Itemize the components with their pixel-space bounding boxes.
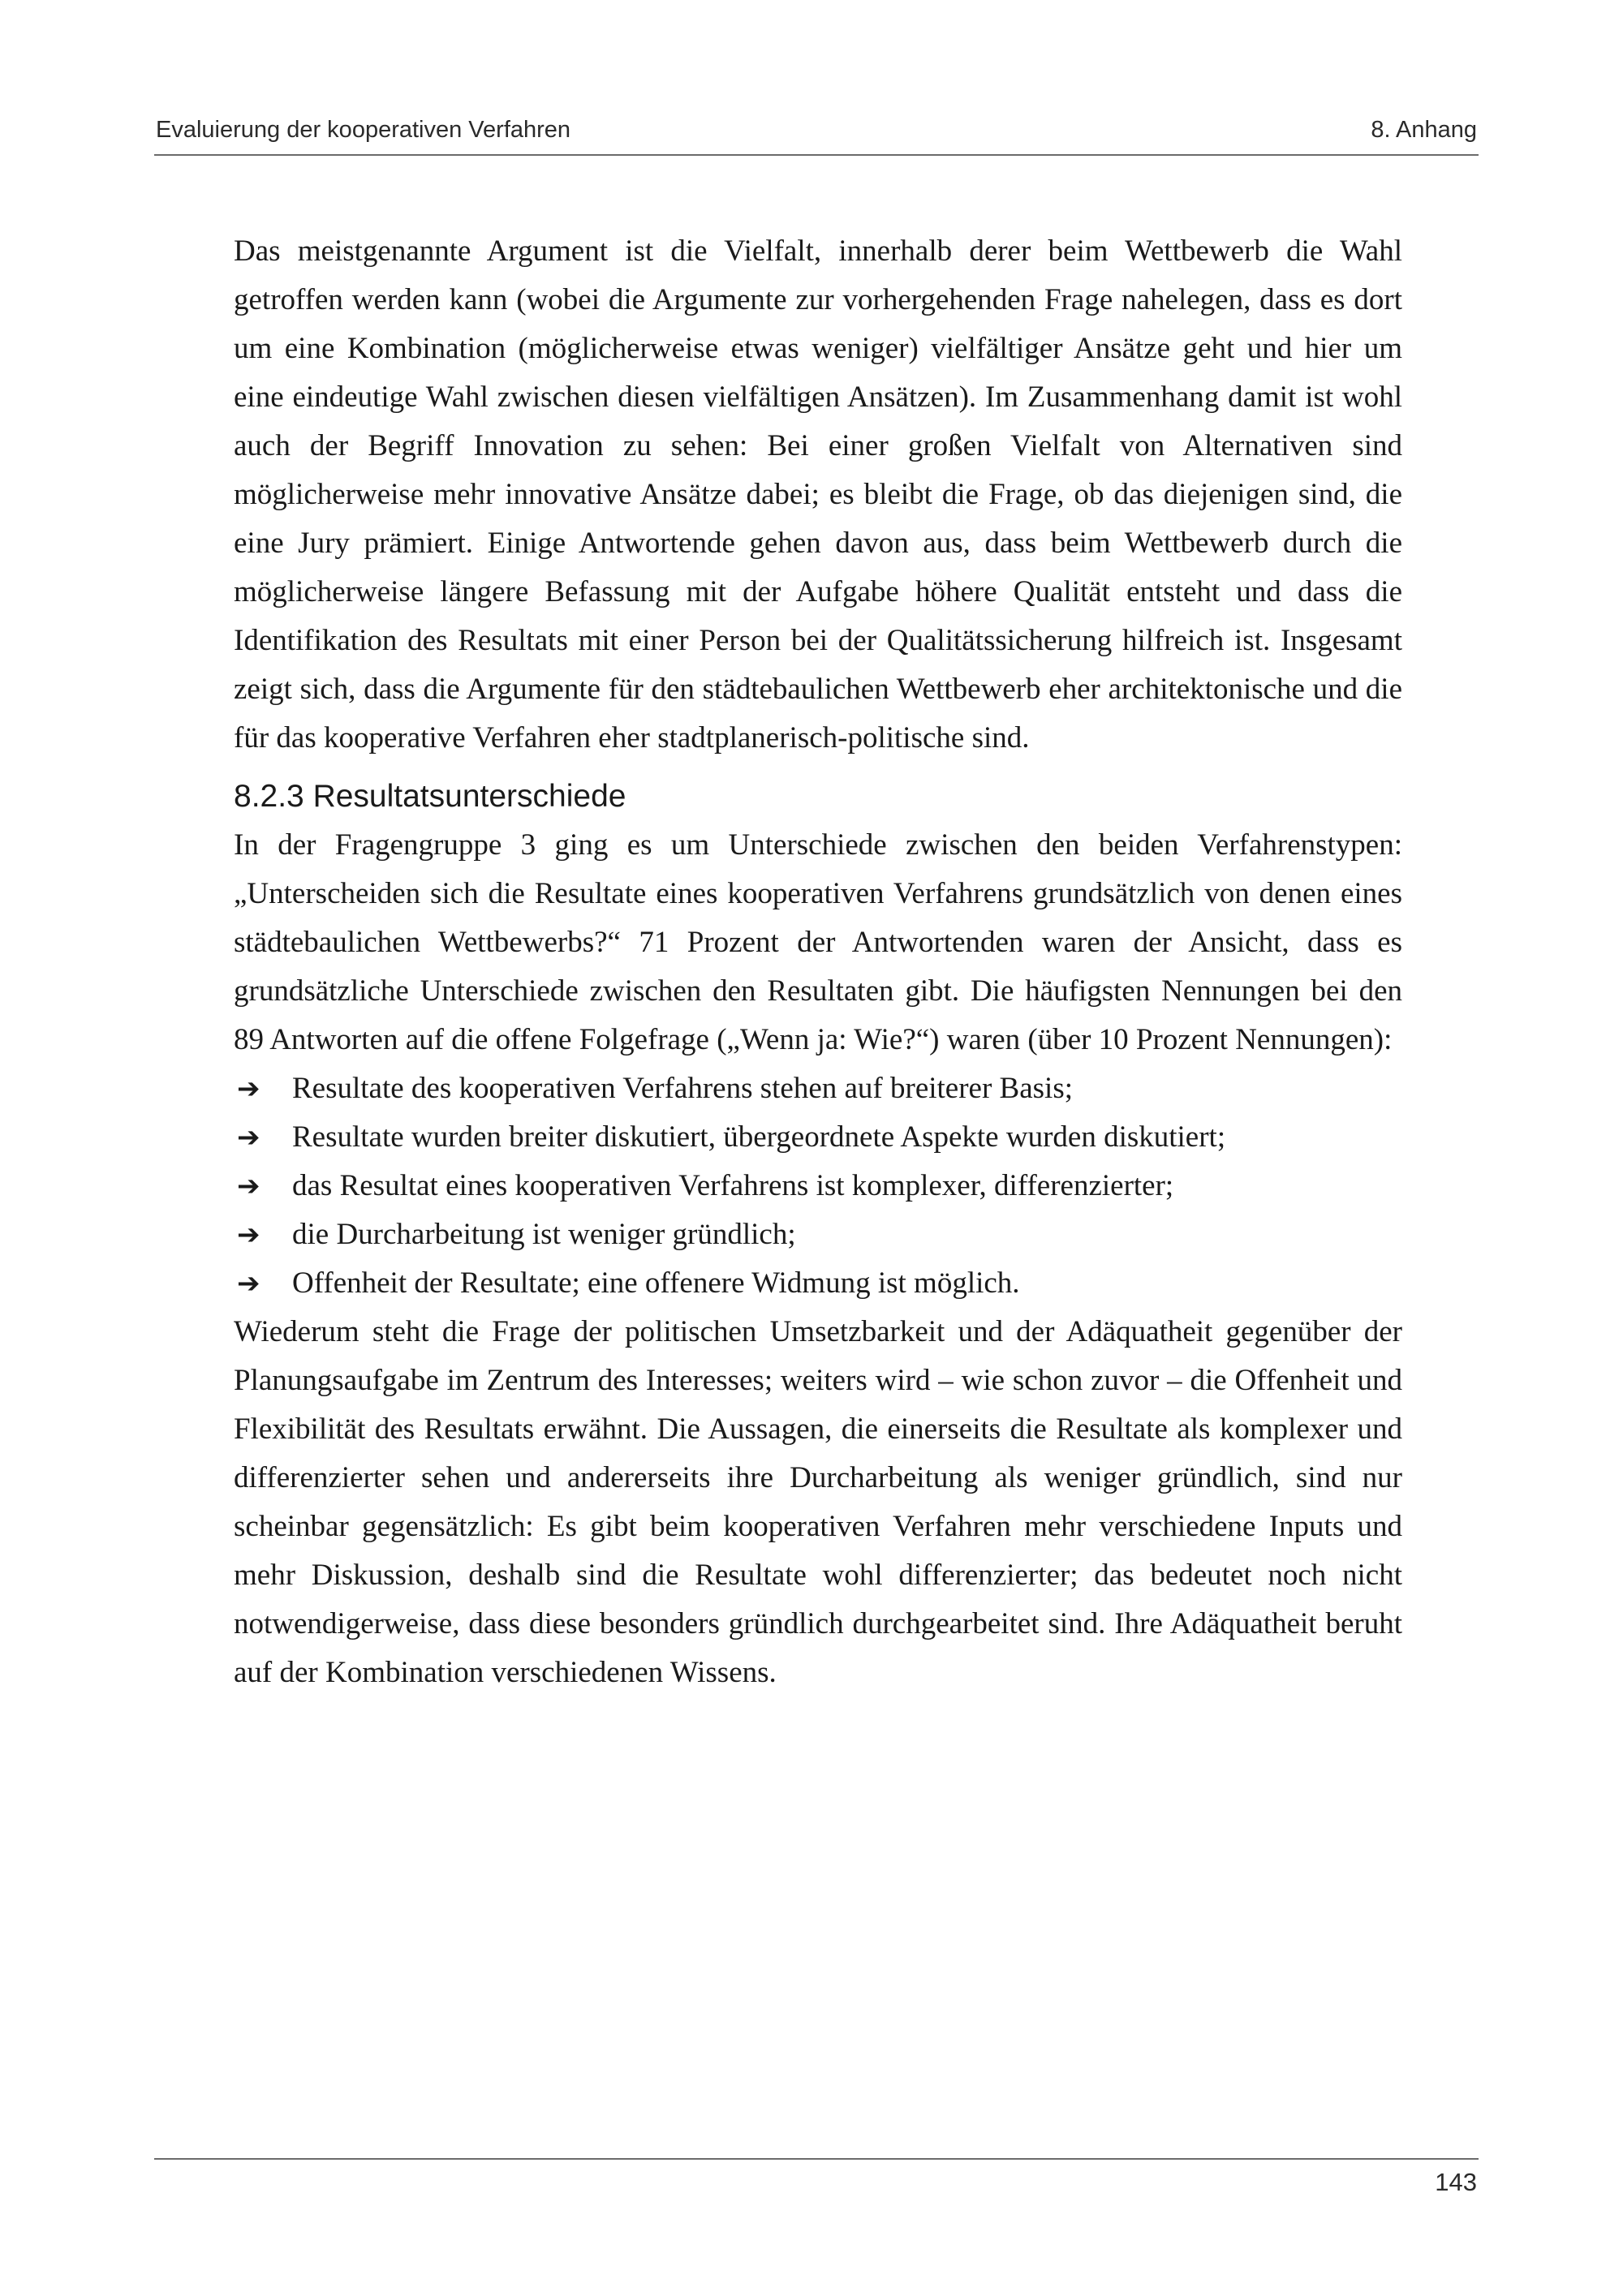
chapter-label: 8. Anhang [1371,117,1477,143]
paragraph-vielfalt: Das meistgenannte Argument ist die Vielfalt, innerhalb derer beim Wettbewerb die Wahl getroffen werden kann (wobei die Argumente zur vorhergehenden Frage nahelegen, dass es dort um eine Kombination (möglicherweise etwas weniger) vielfältiger Ansätze geht und hier um eine eindeutige Wahl zwischen diesen vielfältigen Ansätzen). Im Zusammenhang damit ist wohl auch der Begriff Innovation zu sehen: Bei einer großen Vielfalt von Alternativen sind möglicherweise mehr innovative Ansätze dabei; es bleibt die Frage, ob das diejenigen sind, die eine Jury prämiert. Einige Antwortende gehen davon aus, dass beim Wettbewerb durch die möglicherweise längere Befassung mit der Aufgabe höhere Qualität entsteht und dass die Identifikation des Resultats mit einer Person bei der Qualitätssicherung hilfreich ist. Insgesamt zeigt sich, dass die Argumente für den städtebaulichen Wettbewerb eher architektonische und die für das kooperative Verfahren eher stadtplanerisch-politische sind. [234,234,1402,755]
arrow-right-icon: ➔ [237,1170,260,1202]
list-item-text: das Resultat eines kooperativen Verfahrens ist komplexer, differenzierter; [292,1169,1174,1202]
page-content [234,227,1402,1697]
page-number: 143 [1435,2168,1477,2196]
list-item-text: Offenheit der Resultate; eine offenere Widmung ist möglich. [292,1266,1020,1300]
running-title: Evaluierung der kooperativen Verfahren [156,117,571,143]
arrow-right-icon: ➔ [237,1267,260,1300]
arrow-right-icon: ➔ [237,1121,260,1154]
list-item [234,1064,1402,1113]
list-item [234,1259,1402,1308]
page-header [154,112,1479,156]
arrow-right-icon: ➔ [237,1219,260,1251]
list-item-text: Resultate wurden breiter diskutiert, übergeordnete Aspekte wurden diskutiert; [292,1120,1226,1154]
list-item [234,1210,1402,1259]
list-item-text: Resultate des kooperativen Verfahrens stehen auf breiterer Basis; [292,1072,1073,1105]
page-footer [154,2158,1479,2196]
bullet-list [234,1064,1402,1308]
section-heading: 8.2.3 Resultatsunterschiede [234,779,626,814]
paragraph-fragengruppe: In der Fragengruppe 3 ging es um Unterschiede zwischen den beiden Verfahrenstypen: „Unterscheiden sich die Resultate eines kooperativen Verfahrens grundsätzlich von denen eines städtebaulichen Wettbewerbs?“ 71 Prozent der Antwortenden waren der Ansicht, dass es grundsätzliche Unterschiede zwischen den Resultaten gibt. Die häufigsten Nennungen bei den 89 Antworten auf die offene Folgefrage („Wenn ja: Wie?“) waren (über 10 Prozent Nennungen): [234,828,1402,1056]
list-item [234,1113,1402,1162]
list-item [234,1162,1402,1210]
list-item-text: die Durcharbeitung ist weniger gründlich; [292,1218,796,1251]
paragraph-umsetzbarkeit: Wiederum steht die Frage der politischen Umsetzbarkeit und der Adäquatheit gegenüber der Planungsaufgabe im Zentrum des Interesses; weiters wird – wie schon zuvor – die Offenheit und Flexibilität des Resultats erwähnt. Die Aussagen, die einerseits die Resultate als komplexer und differenzierter sehen und andererseits ihre Durcharbeitung als weniger gründlich, sind nur scheinbar gegensätzlich: Es gibt beim kooperativen Verfahren mehr verschiedene Inputs und mehr Diskussion, deshalb sind die Resultate wohl differenzierter; das bedeutet noch nicht notwendigerweise, dass diese besonders gründlich durchgearbeitet sind. Ihre Adäquatheit beruht auf der Kombination verschiedenen Wissens. [234,1315,1402,1689]
arrow-right-icon: ➔ [237,1073,260,1105]
